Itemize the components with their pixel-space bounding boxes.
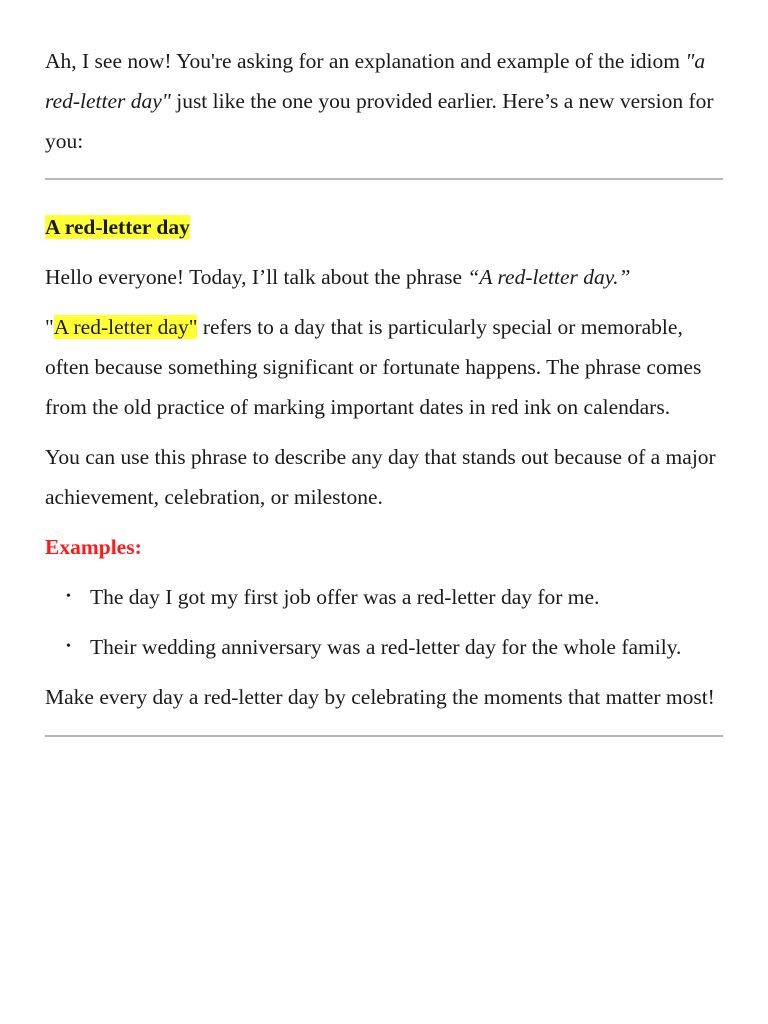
bottom-divider (45, 735, 723, 737)
bullet-icon: • (66, 589, 71, 604)
section-heading (45, 207, 723, 247)
definition-paragraph (45, 307, 723, 427)
greeting-phrase: “A red-letter day.” (467, 265, 631, 289)
examples-label: Examples: (45, 535, 142, 559)
definition-rest: refers to a day that is particularly special or memorable, often because something significant or fortunate happens. The phrase comes from the old practice of marking important dates in red ink on calendars. (45, 315, 702, 419)
intro-idiom: "a red-letter day" (45, 49, 706, 113)
greeting-text: Hello everyone! Today, I’ll talk about the phrase (45, 265, 468, 289)
intro-text-after: just like the one you provided earlier. Here’s a new version for you: (45, 89, 714, 153)
usage-paragraph: You can use this phrase to describe any day that stands out because of a major achievement, celebration, or milestone. (45, 445, 716, 509)
list-item (45, 577, 723, 617)
examples-list (45, 577, 723, 667)
definition-highlight: A red-letter day" (53, 315, 198, 339)
definition-open-quote: " (45, 315, 54, 339)
list-item (45, 627, 723, 667)
intro-text-before: Ah, I see now! You're asking for an explanation and example of the idiom (45, 49, 686, 73)
greeting-paragraph (45, 257, 723, 297)
top-divider (45, 178, 723, 180)
bullet-icon: • (66, 639, 71, 654)
section-heading-highlight: A red-letter day (45, 215, 190, 239)
example-text: The day I got my first job offer was a red-letter day for me. (90, 585, 600, 609)
intro-paragraph (45, 41, 723, 161)
example-text: Their wedding anniversary was a red-letter day for the whole family. (90, 635, 682, 659)
closing-paragraph: Make every day a red-letter day by celebrating the moments that matter most! (45, 685, 715, 709)
